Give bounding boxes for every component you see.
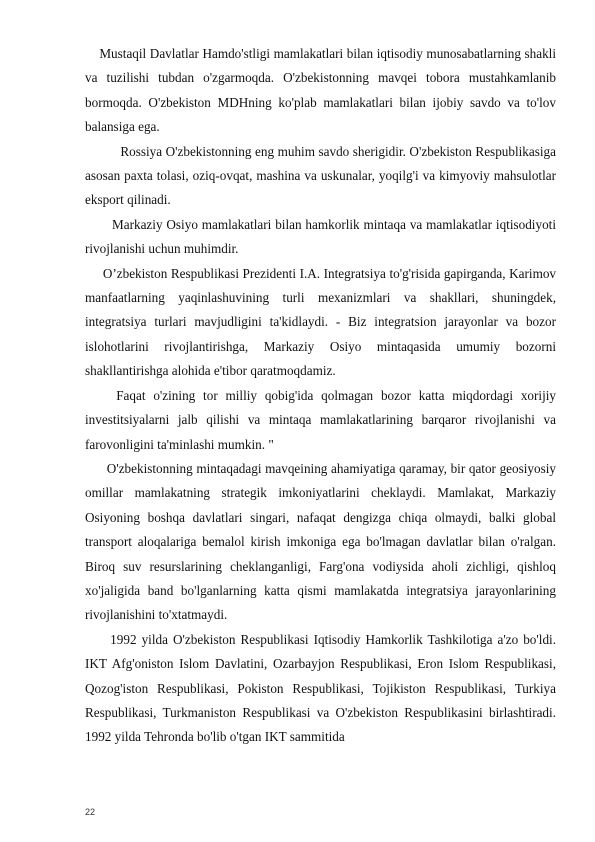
paragraph-geopolitical-factors: O'zbekistonning mintaqadagi mavqeining ahamiyatiga qaramay, bir qator geosiyosiy omillar mamlakatning strategik imkoniyatlarini cheklaydi. Mamlakat, Markaziy Osiyoning boshqa davlatlari singari, nafaqat dengizga chiqa olmaydi, balki global transport aloqalariga bemalol kirish imkoniga ega bo'lmagan davlatlar bilan o'ralgan. Biroq suv resurslarining cheklanganligi, Farg'ona vodiysida aholi zichligi, qishloq xo'jaligida band bo'lganlarning katta qismi mamlakatda integratsiya jarayonlarining rivojlanishini to'xtatmaydi. xyxy=(85,460,560,623)
paragraph-foreign-investment: Faqat o'zining tor milliy qobig'ida qolmagan bozor katta miqdordagi xorijiy investitsiyalarni jalb qilishi va mintaqa mamlakatlarining barqaror rivojlanishi va farovonligini ta'minlashi mumkin. " xyxy=(85,387,560,452)
paragraph-president-integration: O’zbekiston Respublikasi Prezidenti I.A. Integratsiya to'g'risida gapirganda, Karimov manfaatlarning yaqinlashuvining turli mexanizmlari va shakllari, shuningdek, integratsiya turlari mavjudligini ta'kidlaydi. - Biz integratsion jarayonlar va bozor islohotlarini rivojlantirishga, Markaziy Osiyo mintaqasida umumiy bozorni shakllantirishga alohida e'tibor qaratmoqdamiz. xyxy=(85,265,560,379)
page-number: 22 xyxy=(85,807,96,817)
paragraph-russia-trade: Rossiya O'zbekistonning eng muhim savdo sherigidir. O'zbekiston Respublikasiga asosan paxta tolasi, oziq-ovqat, mashina va uskunalar, yoqilg'i va kimyoviy mahsulotlar eksport qilinadi. xyxy=(85,143,560,208)
paragraph-eco-membership: 1992 yilda O'zbekiston Respublikasi Iqtisodiy Hamkorlik Tashkilotiga a'zo bo'ldi. IKT Afg'oniston Islom Davlatini, Ozarbayjon Respublikasi, Eron Islom Respublikasi, Qozog'iston Respublikasi, Pokiston Respublikasi, Tojikiston Respublikasi, Turkiya Respublikasi, Turkmaniston Respublikasi va O'zbekiston Respublikasini birlashtiradi. 1992 yilda Tehronda bo'lib o'tgan IKT sammitida xyxy=(85,631,560,745)
paragraph-cis-relations: Mustaqil Davlatlar Hamdo'stligi mamlakatlari bilan iqtisodiy munosabatlarning shakli va tuzilishi tubdan o'zgarmoqda. O'zbekistonning mavqei tobora mustahkamlanib bormoqda. O'zbekiston MDHning ko'plab mamlakatlari bilan ijobiy savdo va to'lov balansiga ega. xyxy=(85,46,560,135)
paragraph-central-asia: Markaziy Osiyo mamlakatlari bilan hamkorlik mintaqa va mamlakatlar iqtisodiyoti rivojlanishi uchun muhimdir. xyxy=(85,216,560,257)
document-page xyxy=(85,42,560,750)
